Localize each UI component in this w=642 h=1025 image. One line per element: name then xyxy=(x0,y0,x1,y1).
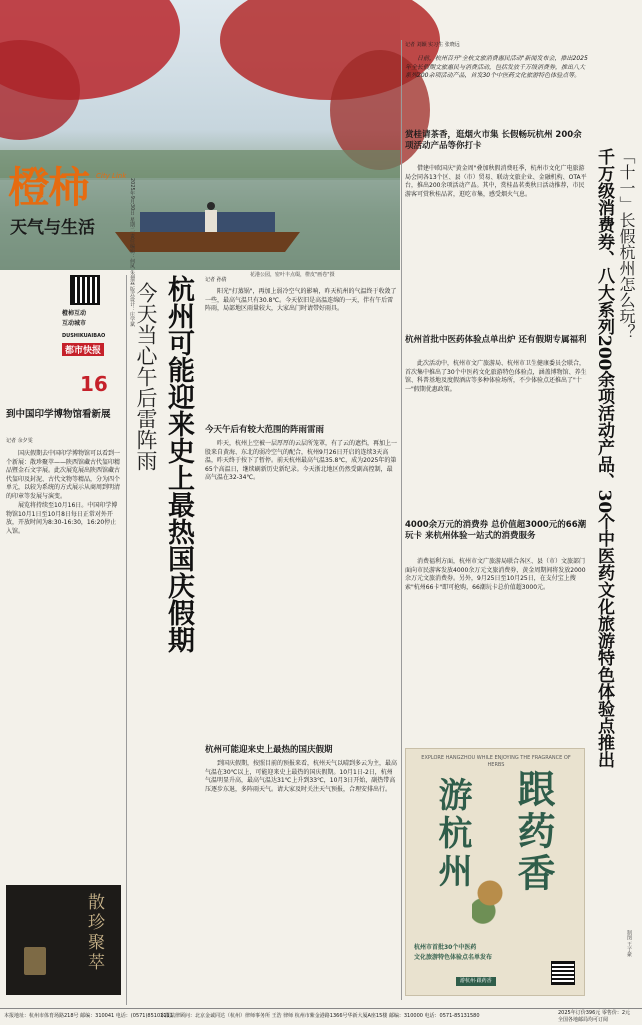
weather-section2-text: 到国庆假期，按照目前的预报来看，杭州天气以晴到多云为主，最高气温在30℃以上，可能迎来史上最热的国庆假期。10月1日-2日，杭州气温明显升高，最高气温达31℃上升到33℃，10月3日开始，副热带高压逐步东退，多阵雨天气。请大家及时关注天气预报，合理安排出行。 xyxy=(205,760,398,793)
museum-paragraph-2: 展览将持续至10月16日。中国印学博物馆10月1日至10月8日每日正常对外开放，开放时间为8:30-16:30，16:20停止入馆。 xyxy=(6,502,118,535)
date-line: 2025年9月30日 星期二 责任编辑：何风 朱翅霖 版式设计：庄学斌 xyxy=(129,178,135,327)
footer-right: 2025年订价396元 零售价：2元 xyxy=(558,1010,631,1016)
weather-headline: 杭州可能迎来史上最热国庆假期 xyxy=(163,275,194,653)
tourism-kicker: 「十一」长假杭州怎么玩？ xyxy=(617,148,636,340)
footer-center: 本报法律顾问：北京金诚同达（杭州）律师事务所 王浩 律师 杭州市紫金港路1366号华新大厦A座15楼 邮编：310000 电话：0571-85131580 xyxy=(160,1013,480,1019)
weather-subheadline: 今天当心午后雷阵雨 xyxy=(134,282,158,471)
weather-section1-body xyxy=(205,440,397,484)
tourism-section1-text: 借建中欧国庆"黄金周"叠加秋假消费旺季，杭州市文化广电旅游局会同各13个区、县（市）贸易、联动文旅企业、金融机构、OTA平台，推出200余项活动产品。其中，赏桂品茗类秋日活动推荐，市民游客可赏秋桂品茗，逛吃市集，感受烟火气息。 xyxy=(405,165,587,198)
tourism-section3-text: 消费福利方面，杭州市文广旅游局联合各区、县（市）文旅部门面向市民游客发放4000余万元文旅消费券，黄金周期间将发放2000余万元文旅消费券。另外，9月25日至10月25日，在支付宝上搜索"杭州66卡"即可抢购，66潮玩卡总价值超3000元。 xyxy=(405,558,586,591)
weather-byline: 记者 孙倩 xyxy=(205,277,227,283)
tourism-section3-body xyxy=(405,558,590,593)
page-number: 16 xyxy=(80,372,108,396)
qr-code[interactable] xyxy=(70,275,100,305)
weather-section1-text: 昨天，杭州上空被一层厚厚的云层所笼罩，有了云的遮挡，再加上一股来自黄海、东北的弱冷空气的配合，杭州9月26日开启的连续3天高温，昨天终于按下了暂停。前天杭州最高气温35.8℃，成为2025年的第65个高温日，继续刷新历史新纪录。今天浙北地区仍然受副高控制，最高气温在32-34℃。 xyxy=(205,440,398,481)
poster-english: EXPLORE HANGZHOU WHILE ENJOYING THE FRAGRANCE OF HERBS xyxy=(421,755,571,768)
poster-qr-code[interactable] xyxy=(551,961,575,985)
qr-caption-1: 橙柿互动 xyxy=(62,310,87,317)
weather-section2-title: 杭州可能迎来史上最热的国庆假期 xyxy=(205,745,333,755)
footer-left: 本报地址：杭州市体育场路218号 邮编：310041 电话：(0571)85101111 xyxy=(4,1013,173,1019)
paper-name-en: DUSHIKUAIBAO xyxy=(62,333,106,339)
tcm-poster xyxy=(405,748,585,996)
museum-brief-title: 到中国印学博物馆看新展 xyxy=(6,409,111,420)
tourism-lead xyxy=(405,55,590,82)
museum-brief-body xyxy=(6,450,121,537)
tourism-section1-title: 赏桂请茶香，逛烟火市集 长假畅玩杭州 200余项活动产品等你打卡 xyxy=(405,130,582,151)
tourism-section1-body xyxy=(405,165,590,200)
tourism-lead-text: 日前，杭州召开"全杭文旅消费惠民活动"新闻发布会，推出2025年全长假期文旅惠民与消费活动，包括发放千万级消费券，推出八大系列200余项活动产品，首发30个中医药文化旅游特色体验点等。 xyxy=(405,55,588,79)
photo-caption: 花港公园，密叶丰点缀，橙皮"画卷"摄 xyxy=(250,272,335,278)
weather-section1-title: 今天午后有较大范围的阵雨雷雨 xyxy=(205,425,325,435)
tourism-section2-text: 此次活动中，杭州市文广旅游局、杭州市卫生健康委员会联合，首次集中推出了30个中医药文化旅游特色体验点，涵盖博物馆、养生馆、科普基地及度假酒店等多种体验场所，不少体验点还推出了"十一"假期优惠政策。 xyxy=(405,360,587,393)
qr-caption-2: 互动城市 xyxy=(62,320,87,327)
tourism-headline: 千万级消费券、八大系列200余项活动产品、30个中医药文化旅游特色体验点推出 xyxy=(594,148,614,769)
weather-intro-text: 阳光"打蒸锅"，再加上弱冷空气的影响，昨天杭州的气温终于收敛了一些，最高气温只有30.8℃。今天依旧是高温连绵的一天，伴有午后雷阵雨，局部地区雨量较大，大家出门时请带好雨具。 xyxy=(205,288,397,312)
poster-title-2: 跟药香 xyxy=(511,769,556,895)
exhibition-poster-title: 散珍聚萃 xyxy=(84,893,104,973)
weather-intro xyxy=(205,288,397,315)
poster-line-1: 杭州市首批30个中医药 xyxy=(414,944,477,951)
paper-name-cn: 都市快报 xyxy=(62,343,104,356)
weather-section2-body xyxy=(205,760,397,795)
illustration-credit: 制图 王子豪 xyxy=(626,930,632,957)
brand-sub: City Link xyxy=(96,172,127,180)
footer-right-2: 全国各地邮局均可订阅 xyxy=(558,1017,609,1023)
poster-line-2: 文化旅游特色体验点名单发布 xyxy=(414,954,493,961)
brand-logo: 橙柿 xyxy=(8,163,89,212)
tourism-section3-title: 4000余万元的消费券 总价值超3000元的66潮玩卡 来杭州体验一站式的消费服务 xyxy=(405,520,587,541)
herb-illustration xyxy=(472,869,508,929)
tourism-section2-body xyxy=(405,360,590,395)
exhibition-poster xyxy=(6,885,121,995)
tourism-byline: 记者 刘颖 实习生 张晓远 xyxy=(405,42,460,48)
poster-title-1: 游杭州 xyxy=(432,777,472,891)
poster-tag: 游杭州·跟药香 xyxy=(456,977,496,986)
tourism-section2-title: 杭州首批中医药体验点单出炉 还有假期专属福利 xyxy=(405,335,587,345)
museum-brief-byline: 记者 余夕雯 xyxy=(6,438,33,444)
museum-paragraph-1: 国庆假期去中国印学博物馆可以看到一个新展：散珍聚萃——陕西馆藏古代玺印精品暨金石文字展。此次展览展出陕西馆藏古代玺印及封泥、古代文物等精品，分为四个单元，以较为系统的方式展示从商周到明清的印章等发展与演变。 xyxy=(6,450,121,500)
footer-bar xyxy=(0,1008,642,1025)
seal-image xyxy=(24,947,46,975)
section-subtitle: 天气与生活 xyxy=(10,218,95,238)
